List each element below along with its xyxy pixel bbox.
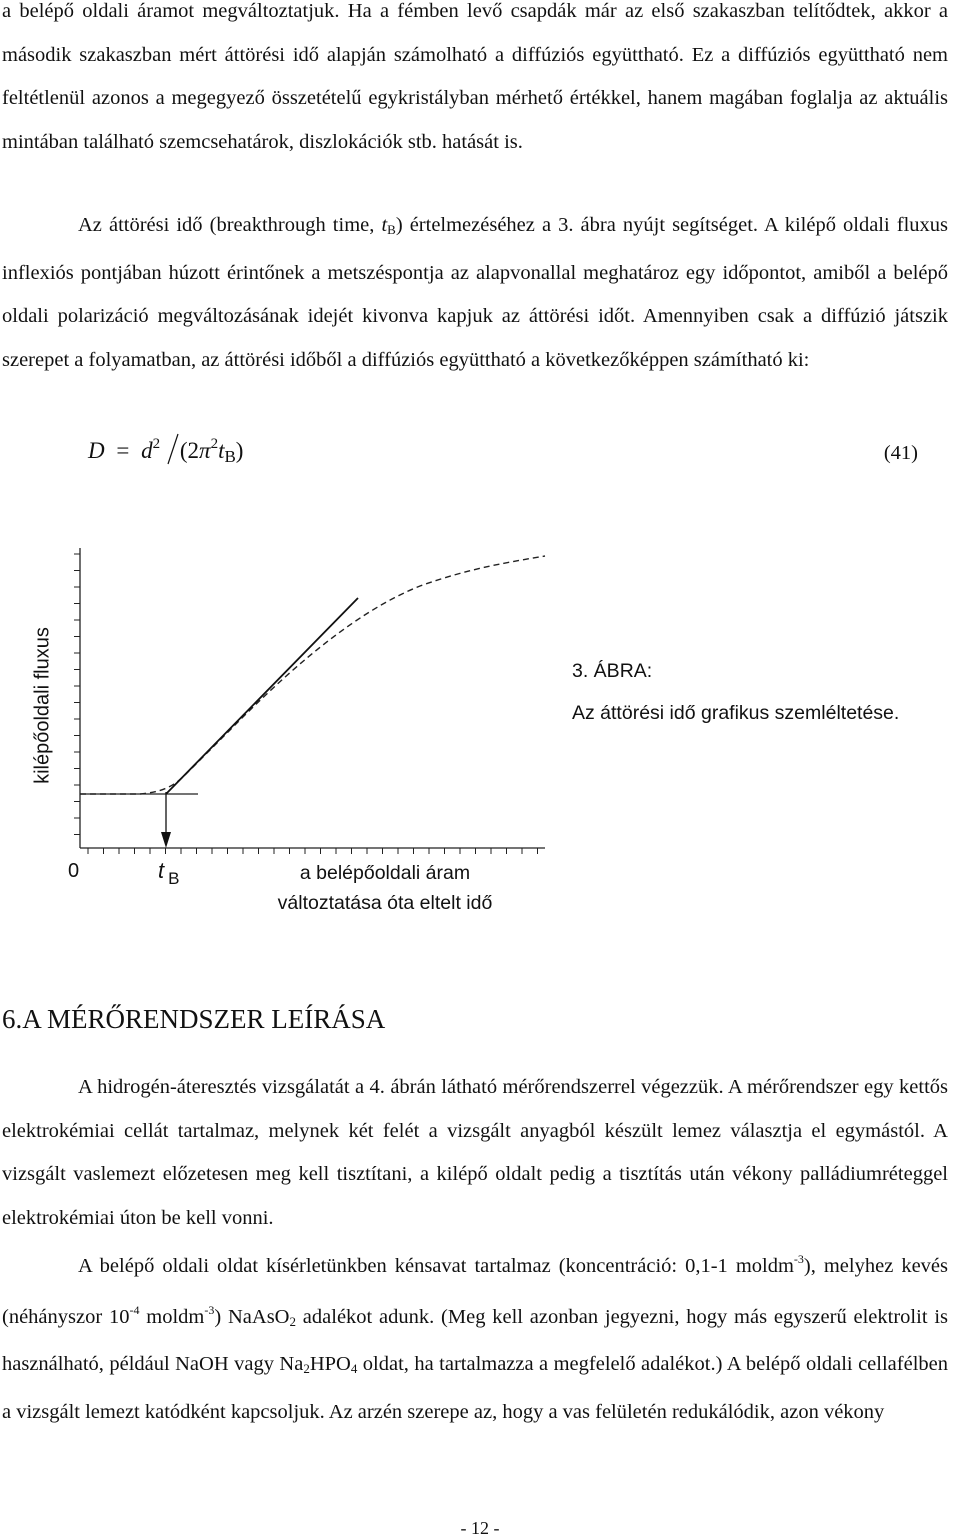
subscript: 2: [303, 1361, 310, 1377]
subscript-b: B: [224, 447, 236, 466]
subscript: 2: [289, 1313, 296, 1329]
equation-number: (41): [883, 442, 918, 464]
superscript: -3: [793, 1252, 804, 1266]
paren-open: (2: [179, 438, 200, 463]
exponent: 2: [152, 436, 161, 452]
text-run: ), melyhez kevés (néhányszor 10: [2, 1255, 948, 1328]
x-axis-origin-label: 0: [68, 860, 80, 882]
exponent: 2: [210, 436, 219, 452]
section-heading: 6.A MÉRŐRENDSZER LEÍRÁSA: [2, 1004, 386, 1034]
symbol-D: D: [88, 438, 105, 463]
text-run: ) NaAsO: [214, 1305, 290, 1328]
x-axis-label: [250, 858, 520, 918]
symbol-t: t: [158, 858, 165, 883]
symbol-pi: π: [199, 438, 211, 463]
text-run: A belépő oldali oldat kísérletünkben kénsavat tartalmaz (koncentráció: 0,1-1 moldm: [78, 1255, 794, 1277]
symbol-t: t: [218, 438, 225, 463]
superscript: -3: [204, 1302, 215, 1317]
paragraph-system: A hidrogén-áteresztés vizsgálatát a 4. ábrán látható mérőrendszerrel végezzük. A mérőrendszer egy kettős elektrokémiai cellát tartalmaz, melynek két felét a vizsgált anyagból készült lemez választja el egymástól. A vizsgált vaslemezt előzetesen meg kell tisztítani, a kilépő oldalt pedig a tisztítás után vékony palládiumréteggel elektrokémiai úton be kell vonni.: [2, 1076, 948, 1229]
subscript-b: B: [168, 869, 180, 888]
axis-ticks: [74, 554, 538, 854]
superscript: -4: [129, 1302, 140, 1317]
equals-sign: =: [116, 438, 130, 463]
text-run: adalékot adunk. (Meg kell azonban jegyezni, hogy más egyszerű elektrolit is használható, például NaOH vagy Na: [2, 1305, 948, 1376]
paren-close: ): [235, 438, 244, 463]
y-axis-label-box: [30, 622, 56, 792]
text-run: HPO: [309, 1353, 351, 1376]
text-run: ) értelmezéséhez a 3. ábra nyújt segítséget. A kilépő oldali fluxus inflexiós pontjában húzott érintőnek a metszéspontja az alapvonallal meghatároz egy időpontot, amiből a belépő oldali polarizáció megváltozásának idejét kivonva kapjuk az áttörési időt. Amennyiben csak a diffúzió játszik szerepet a folyamatban, az áttörési időből a diffúziós együttható a következőképpen számítható ki:: [2, 214, 948, 371]
symbol-d: d: [141, 438, 153, 463]
tb-arrowhead: [161, 832, 171, 848]
fraction-slash: [166, 432, 180, 466]
symbol-t: t: [381, 214, 388, 236]
subscript: 4: [350, 1361, 358, 1377]
tangent-line: [166, 598, 358, 794]
tb-label: [158, 858, 179, 889]
text-run: moldm: [139, 1305, 205, 1328]
x-axis-label-line: változtatása óta eltelt idő: [277, 892, 493, 914]
y-axis-label: kilépőoldali fluxus: [31, 627, 54, 784]
flux-curve: [80, 556, 545, 794]
text-run: Az áttörési idő (breakthrough time,: [78, 214, 382, 236]
equation-41: [88, 432, 948, 476]
figure-caption: [572, 650, 899, 734]
paragraph-solution: [2, 1238, 948, 1434]
paragraph-breakthrough: [2, 204, 948, 382]
text-run: oldat, ha tartalmazza a megfelelő adalékot.) A belépő oldali cellafélben a vizsgált lemezt katódként kapcsoljuk. Az arzén szerepe az, hogy a vas felületén redukálódik, azon vékony: [2, 1353, 948, 1423]
paragraph-intro: a belépő oldali áramot megváltoztatjuk. Ha a fémben levő csapdák már az első szakaszban telítődtek, akkor a második szakaszban mért áttörési idő alapján számolható a diffúziós együttható. Ez a diffúziós együttható nem feltétlenül azonos a megegyező összetételű egykristályban mérhető értékkel, hanem magában foglalja az aktuális mintában található szemcsehatárok, diszlokációk stb. hatását is.: [2, 0, 948, 153]
caption-title: 3. ÁBRA:: [572, 660, 653, 682]
page-number: - 12 -: [460, 1518, 500, 1538]
subscript-b: B: [387, 222, 396, 237]
caption-text: Az áttörési idő grafikus szemléltetése.: [572, 702, 900, 724]
x-axis-label-line: a belépőoldali áram: [299, 862, 471, 884]
